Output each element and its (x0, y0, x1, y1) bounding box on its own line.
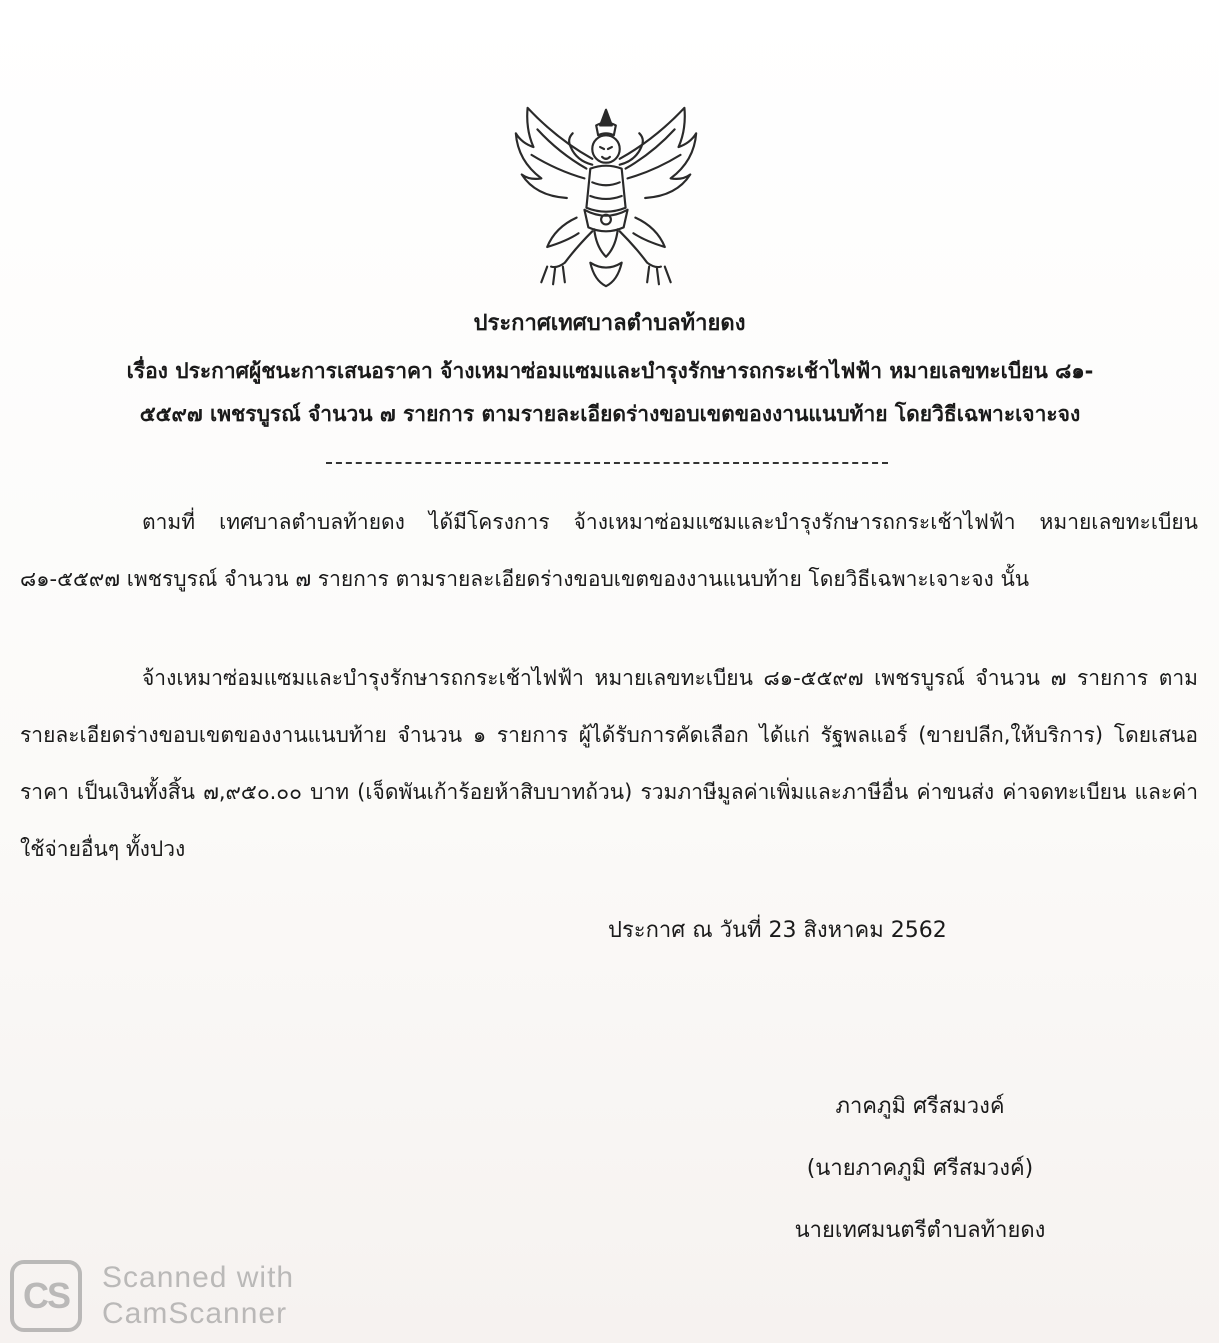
watermark-text (102, 1260, 294, 1332)
body-paragraph-1-text: ตามที่ เทศบาลตำบลท้ายดง ได้มีโครงการ จ้างเหมาซ่อมแซมและบำรุงรักษารถกระเช้าไฟฟ้า หมายเลขทะเบียน ๘๑-๕๕๙๗ เพชรบูรณ์ จำนวน ๗ รายการ ตามรายละเอียดร่างขอบเขตของงานแนบท้าย โดยวิธีเฉพาะเจาะจง นั้น (20, 510, 1198, 591)
announcement-date: ประกาศ ณ วันที่ 23 สิงหาคม 2562 (608, 918, 947, 943)
watermark-line-2: CamScanner (102, 1297, 288, 1330)
body-paragraph-2 (20, 650, 1198, 878)
issuer-heading: ประกาศเทศบาลตำบลท้ายดง (473, 311, 746, 336)
separator-line (326, 462, 888, 464)
signature-name: ภาคภูมิ ศรีสมวงค์ (835, 1094, 1005, 1119)
body-paragraph-1 (20, 494, 1198, 608)
watermark-line-1: Scanned with (102, 1261, 295, 1294)
camscanner-watermark (10, 1258, 294, 1334)
garuda-emblem-icon (508, 100, 704, 296)
subject-line-2: ๕๕๙๗ เพชรบูรณ์ จำนวน ๗ รายการ ตามรายละเอียดร่างขอบเขตของงานแนบท้าย โดยวิธีเฉพาะเจาะจง (139, 402, 1081, 426)
body-paragraph-2-text: จ้างเหมาซ่อมแซมและบำรุงรักษารถกระเช้าไฟฟ้า หมายเลขทะเบียน ๘๑-๕๕๙๗ เพชรบูรณ์ จำนวน ๗ รายการ ตามรายละเอียดร่างขอบเขตของงานแนบท้าย จำนวน ๑ รายการ ผู้ได้รับการคัดเลือก ได้แก่ รัฐพลแอร์ (ขายปลีก,ให้บริการ) โดยเสนอราคา เป็นเงินทั้งสิ้น ๗,๙๕๐.๐๐ บาท (เจ็ดพันเก้าร้อยห้าสิบบาทถ้วน) รวมภาษีมูลค่าเพิ่มและภาษีอื่น ค่าขนส่ง ค่าจดทะเบียน และค่าใช้จ่ายอื่นๆ ทั้งปวง (20, 666, 1198, 861)
subject-line-1: เรื่อง ประกาศผู้ชนะการเสนอราคา จ้างเหมาซ่อมแซมและบำรุงรักษารถกระเช้าไฟฟ้า หมายเลขทะเบียน ๘๑- (126, 359, 1094, 383)
camscanner-logo-icon: CS (10, 1260, 82, 1332)
signature-position: นายเทศมนตรีตำบลท้ายดง (794, 1218, 1046, 1243)
signature-full-name: (นายภาคภูมิ ศรีสมวงค์) (806, 1156, 1034, 1181)
